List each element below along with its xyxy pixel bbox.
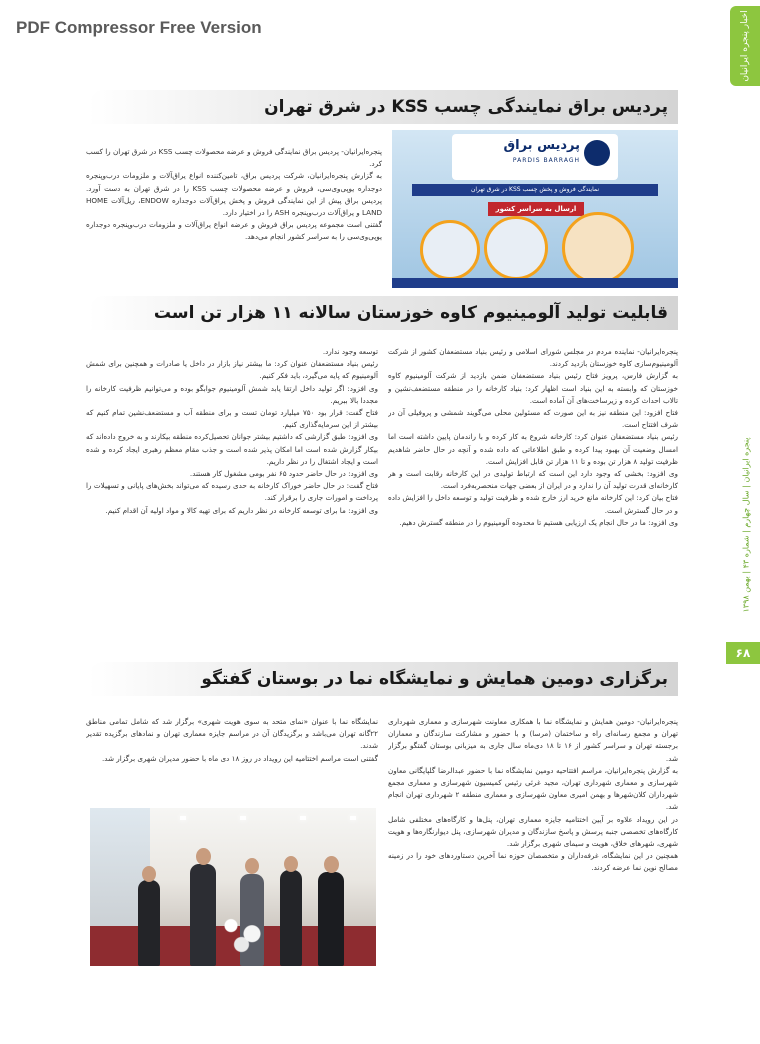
article3-title: برگزاری دومین همایش و نمایشگاه نما در بوستان گفتگو xyxy=(88,662,678,696)
article2-paragraph: فتاح گفت: قرار بود ۷۵۰ میلیارد تومان تست و برای منطقه آب و مستضعف‌نشین تمام کنیم که بیشتر از این سرمایه‌گذاری کنیم. xyxy=(86,408,378,430)
page-number: ۶۸ xyxy=(726,642,760,664)
article3-paragraph: به گزارش پنجره‌ایرانیان، مراسم افتتاحیه دومین نمایشگاه نما با حضور عبدالرضا گلپایگانی معاون شهرسازی و معماری شهرداری تهران، مجید غرئی رئیس کمیسیون شهرسازی و معماری مجمع شهرداران کلان‌شهرها و بهمن امیری معاون شهرسازی و معماری منطقه ۲ شهرداری تهران انجام شد. xyxy=(388,765,678,812)
section-tab xyxy=(730,6,760,86)
article3-left-column xyxy=(86,716,378,802)
article1-paragraph: گفتنی است مجموعه پردیس براق فروش و عرضه انواع یراق‌آلات و ملزومات درب‌وپنجره دوجداره یو‌پی‌وی‌سی را به سراسر کشور انجام می‌دهد. xyxy=(86,220,382,242)
ceiling-light-icon xyxy=(240,816,246,820)
person-figure xyxy=(280,870,302,966)
article2-paragraph: فتاح بیان کرد: این کارخانه مانع خرید ارز خارج شده و ظرفیت تولید و توسعه داخل را افزایش داده و در حال گسترش است. xyxy=(388,493,678,515)
section-tab-label: اخبار پنجره ایرانیان xyxy=(740,10,750,82)
article2-paragraph: به گزارش فارس، پرویز فتاح رئیس بنیاد مستضعفان ضمن بازدید از شرکت آلومینیوم کاوه خوزستان که وابسته به این بنیاد است اظهار کرد: بنیاد کارخانه را در منطقه مستضعف‌نشین و تالاب احداث کرده و زیرساخت‌های آن آماده است. xyxy=(388,371,678,405)
article1-title: پردیس براق نمایندگی چسب KSS در شرق تهران xyxy=(88,90,678,124)
person-head xyxy=(196,848,211,865)
article1-paragraph: به گزارش پنجره‌ایرانیان، شرکت پردیس براق، تامین‌کننده انواع یراق‌آلات و ملزومات درب‌وپنجره دوجداره یو‌پی‌وی‌سی، فروش و عرضه محصولات چسب KSS را در شرق تهران به دست آورد. پردیس براق پیش از این نمایندگی فروش و پخش یراق‌آلات دوجداره ENDOW، ریل‌آلات HOME LAND و یراق‌آلات درب‌وپنجره ASH را در اختیار دارد. xyxy=(86,171,382,218)
pardis-advertisement xyxy=(392,130,678,288)
person-figure xyxy=(318,872,344,966)
article3-paragraph: در این رویداد علاوه بر آیین اختتامیه جایزه معماری تهران، پنل‌ها و کارگاه‌های مختلفی شامل کارگاه‌های تخصصی جنبه پرسش و پاسخ سازندگان و مدیران شهرسازی، پنل دیوارنگاره‌ها و هویت شهری، شهرهای خلاق، هویت و سیمای شهری برگزار شد. xyxy=(388,814,678,849)
article2-left-column xyxy=(86,346,378,638)
ceiling-light-icon xyxy=(350,816,356,820)
article2-title: قابلیت تولید آلومینیوم کاوه خوزستان سالانه ۱۱ هزار تن است xyxy=(88,296,678,330)
article2-paragraph: پنجره‌ایرانیان- نماینده مردم در مجلس شورای اسلامی و رئیس بنیاد مستضعفان کشور از شرکت آلومینیوم‌سازی کاوه خوزستان بازدید کردند. xyxy=(388,347,678,369)
person-head xyxy=(245,858,259,874)
article2-paragraph: فتاح افزود: این منطقه نیز به این صورت که مسئولین محلی می‌گویند شمشی و پروفیلی آن در شرف افتتاح است. xyxy=(388,408,678,430)
article1-paragraph: پنجره‌ایرانیان- پردیس براق نمایندگی فروش و عرضه محصولات چسب KSS در شرق تهران را کسب کرد. xyxy=(86,147,382,169)
article2-paragraph: وی افزود: ما برای توسعه کارخانه در نظر داریم که برای تهیه کالا و مواد اولیه آن اقدام کنیم. xyxy=(105,505,378,515)
person-head xyxy=(324,856,339,873)
ad-footer-bar xyxy=(392,278,678,288)
magazine-info-label: پنجره ایرانیان | سال چهارم | شماره ۴۳ | بهمن ۱۳۹۸ xyxy=(741,437,751,613)
pdf-watermark: PDF Compressor Free Version xyxy=(16,18,262,37)
ceiling-light-icon xyxy=(300,816,306,820)
magazine-info-strip xyxy=(734,420,758,630)
kss-product-icon xyxy=(562,212,634,284)
ad-logo-box xyxy=(452,134,618,180)
article3-paragraph: گفتنی است مراسم اختتامیه این رویداد در روز ۱۸ دی ماه با حضور مدیران شهری برگزار شد. xyxy=(101,753,378,763)
article2-right-column xyxy=(388,346,678,638)
ad-strip-text: نمایندگی فروش و پخش چسب KSS در شرق تهران xyxy=(412,184,658,196)
article3-paragraph: همچنین در این نمایشگاه، غرفه‌داران و متخصصان حوزه نما آخرین دستاوردهای خود را در زمینه مصالح نوین نما عرضه کردند. xyxy=(388,851,678,873)
ceiling-light-icon xyxy=(180,816,186,820)
article2-paragraph: توسعه وجود ندارد. xyxy=(322,347,378,356)
ad-banner: ارسال به سراسر کشور xyxy=(488,202,584,216)
article2-paragraph: وی افزود: در حال حاضر حدود ۶۵ نفر بومی مشغول کار هستند. xyxy=(189,469,378,479)
article3-paragraph: نمایشگاه نما با عنوان «نمای متحد به سوی هویت شهری» برگزار شد که شامل تمامی مناطق ۲۲گانه تهران می‌باشد و برگزیدگان آن در مراسم جایزه معماری تهران و نمادهای برگزیده تقدیر شدند. xyxy=(86,717,378,751)
article2-paragraph: رئیس بنیاد مستضعفان عنوان کرد: ما بیشتر نیاز بازار در داخل یا صادرات و همچنین برای شمش آلومینیوم که پایه می‌گیرد، باید فکر کنیم. xyxy=(86,359,378,381)
exhibition-photo xyxy=(90,808,376,966)
person-head xyxy=(284,856,298,872)
pardis-logo-icon xyxy=(584,140,610,166)
article2-paragraph: وی افزود: بخشی که وجود دارد این است که ارتباط تولیدی در این کارخانه رقابت است و هر کارخانه‌ای قدرت تولید آن را ندارد و در ایران از بعضی جهات منحصربه‌فرد است. xyxy=(388,469,678,491)
ad-brand-latin: PARDIS BARRAGH xyxy=(512,157,580,164)
article2-paragraph: رئیس بنیاد مستضعفان عنوان کرد: کارخانه شروع به کار کرده و با راندمان پایین داشته است اما امسال وضعیت آن بهبود پیدا کرده و طبق اطلاعاتی که داده شده و آنچه در حال حاضر شاهدیم ظرفیت تولید ۸ هزار تن بوده و تا ۱۱ هزار تن قابل افزایش است. xyxy=(388,432,678,466)
product-circle-icon xyxy=(420,220,480,280)
product-circle-icon xyxy=(484,216,548,280)
person-figure xyxy=(138,880,160,966)
ad-brand: پردیس براق xyxy=(503,138,580,153)
article3-right-column xyxy=(388,716,678,968)
article1-body xyxy=(86,146,382,288)
article2-paragraph: وی افزود: طبق گزارشی که داشتیم بیشتر جوانان تحصیل‌کرده منطقه بیکارند و به خروج داده‌اند که بیکار گزارش شده است اما امکان پذیر شده است و جذب مقام معظم رهبری ایجاد کرده و شده است و ایجاد اشتغال را در نظر داریم. xyxy=(86,432,378,466)
flower-bouquet-icon xyxy=(210,904,280,958)
article3-paragraph: پنجره‌ایرانیان- دومین همایش و نمایشگاه نما با همکاری معاونت شهرسازی و معماری شهرداری تهران و مجمع رسانه‌ای راه و ساختمان (مرسا) و با حضور و مشارکت سازندگان و معماران برجسته تهران و سراسر کشور از ۱۶ تا ۱۸ دی‌ماه سال جاری به میزبانی بوستان گفتگو برگزار شد. xyxy=(388,717,678,763)
article2-paragraph: فتاح گفت: در حال حاضر خوراک کارخانه به حدی رسیده که می‌تواند بخش‌های پایانی و تسهیلات را پرداخت و امورات جاری را برقرار کند. xyxy=(86,481,378,503)
article2-paragraph: وی افزود: اگر تولید داخل ارتقا یابد شمش آلومینیوم جوابگو بوده و می‌توانیم ظرفیت کارخانه را مجددا بالا ببریم. xyxy=(86,383,378,405)
article2-paragraph: وی افزود: ما در حال انجام یک ارزیابی هستیم تا محدوده آلومینیوم را در منطقه گسترش دهیم. xyxy=(399,517,678,527)
person-head xyxy=(142,866,156,882)
